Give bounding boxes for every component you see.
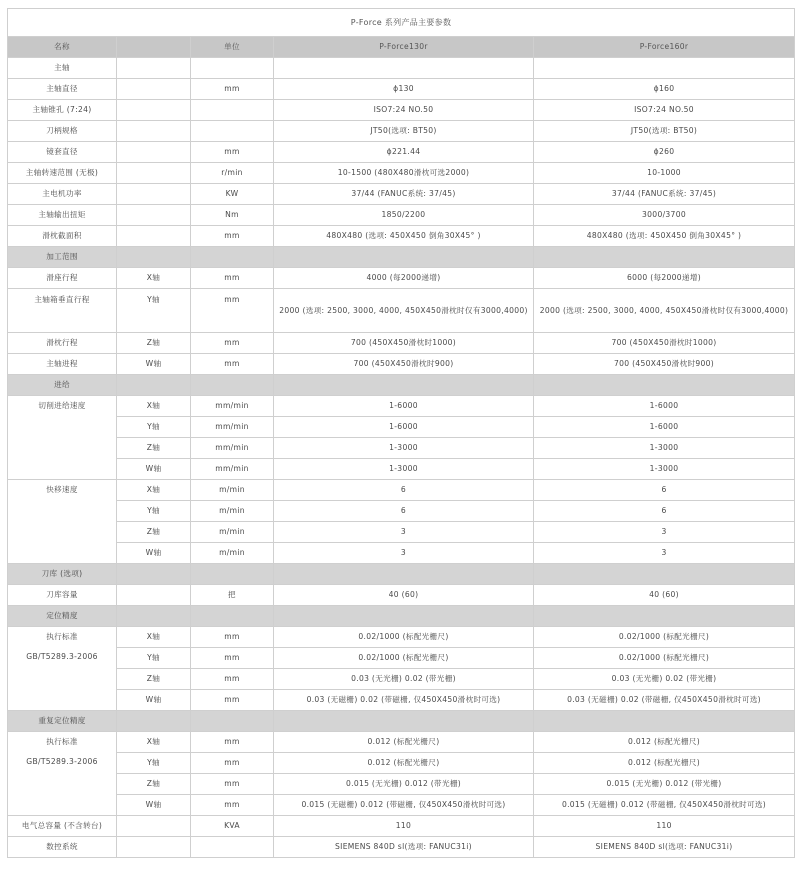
header-name: 名称: [8, 37, 117, 58]
row-value-2: 1-6000: [534, 396, 795, 417]
row-value-1: 480X480 (选项: 450X450 倒角30X45° ): [274, 226, 534, 247]
row-unit: m/min: [191, 480, 274, 501]
row-value-1: 6: [274, 501, 534, 522]
row-value-1: 0.015 (无光栅) 0.012 (带光栅): [274, 774, 534, 795]
header-model-2: P-Force160r: [534, 37, 795, 58]
row-axis: Y轴: [117, 648, 191, 669]
row-value-1: 1-6000: [274, 417, 534, 438]
table-row: [8, 480, 795, 501]
row-unit: 把: [191, 585, 274, 606]
row-axis: X轴: [117, 268, 191, 289]
row-unit: KVA: [191, 816, 274, 837]
row-axis: W轴: [117, 795, 191, 816]
row-name: 刀库容量: [8, 585, 117, 606]
row-value-2: 10-1000: [534, 163, 795, 184]
row-axis: Y轴: [117, 289, 191, 333]
row-unit: mm: [191, 690, 274, 711]
row-value-2: 37/44 (FANUC系统: 37/45): [534, 184, 795, 205]
table-row: [8, 837, 795, 858]
table-row: [8, 100, 795, 121]
row-value-1: ϕ130: [274, 79, 534, 100]
row-axis: W轴: [117, 690, 191, 711]
row-value-2: 0.015 (无光栅) 0.012 (带光栅): [534, 774, 795, 795]
table-row: [8, 732, 795, 753]
row-unit: r/min: [191, 163, 274, 184]
row-value-2: 1-3000: [534, 438, 795, 459]
table-row: [8, 690, 795, 711]
table-row: [8, 774, 795, 795]
row-value-1: 6: [274, 480, 534, 501]
row-axis: Y轴: [117, 417, 191, 438]
row-value-1: 1-3000: [274, 438, 534, 459]
table-row: [8, 543, 795, 564]
row-value-2: 40 (60): [534, 585, 795, 606]
row-value-1: 1850/2200: [274, 205, 534, 226]
row-axis: Z轴: [117, 333, 191, 354]
table-row: [8, 333, 795, 354]
table-row: [8, 585, 795, 606]
table-row: [8, 669, 795, 690]
header-unit: 单位: [191, 37, 274, 58]
row-value-2: 6: [534, 480, 795, 501]
row-value-2: ISO7:24 NO.50: [534, 100, 795, 121]
row-unit: mm/min: [191, 438, 274, 459]
table-title: P-Force 系列产品主要参数: [8, 9, 795, 37]
row-axis: Z轴: [117, 522, 191, 543]
row-value-2: 0.012 (标配光栅尺): [534, 753, 795, 774]
table-row: [8, 79, 795, 100]
row-value-1: 0.012 (标配光栅尺): [274, 753, 534, 774]
row-name: 主电机功率: [8, 184, 117, 205]
row-axis: Z轴: [117, 669, 191, 690]
table-row: [8, 459, 795, 480]
section-travel: 加工范围: [8, 247, 117, 268]
row-value-2: 0.012 (标配光栅尺): [534, 732, 795, 753]
table-row: [8, 648, 795, 669]
row-value-1: 700 (450X450滑枕时900): [274, 354, 534, 375]
row-name: [8, 732, 117, 816]
table-row: [8, 753, 795, 774]
row-unit: m/min: [191, 543, 274, 564]
row-unit: mm: [191, 354, 274, 375]
row-name: 电气总容量 (不含转台): [8, 816, 117, 837]
table-row: [8, 226, 795, 247]
header-axis: [117, 37, 191, 58]
row-unit: mm: [191, 289, 274, 333]
table-row: [8, 501, 795, 522]
row-value-1: 37/44 (FANUC系统: 37/45): [274, 184, 534, 205]
row-name: 数控系统: [8, 837, 117, 858]
row-unit: mm: [191, 226, 274, 247]
title-row: [8, 9, 795, 37]
row-value-2: ϕ260: [534, 142, 795, 163]
row-unit: mm: [191, 142, 274, 163]
row-axis: X轴: [117, 732, 191, 753]
row-name: 刀柄规格: [8, 121, 117, 142]
row-value-1: 0.012 (标配光栅尺): [274, 732, 534, 753]
table-row: [8, 438, 795, 459]
section-row: [8, 247, 795, 268]
row-unit: mm: [191, 732, 274, 753]
section-spindle: 主轴: [8, 58, 117, 79]
row-value-1: JT50(选项: BT50): [274, 121, 534, 142]
row-value-1: 0.015 (无磁栅) 0.012 (带磁栅, 仅450X450滑枕时可选): [274, 795, 534, 816]
row-name: 快移速度: [8, 480, 117, 564]
row-unit: mm: [191, 669, 274, 690]
row-name: 主轴输出扭矩: [8, 205, 117, 226]
section-magazine: 刀库 (选项): [8, 564, 117, 585]
row-axis: W轴: [117, 354, 191, 375]
row-value-2: 1-3000: [534, 459, 795, 480]
row-value-2: 700 (450X450滑枕时900): [534, 354, 795, 375]
row-unit: mm/min: [191, 459, 274, 480]
row-name: 镜套直径: [8, 142, 117, 163]
row-unit: mm: [191, 627, 274, 648]
row-name: 滑枕行程: [8, 333, 117, 354]
table-row: [8, 795, 795, 816]
row-unit: mm: [191, 753, 274, 774]
row-axis: X轴: [117, 480, 191, 501]
row-value-1: 0.03 (无磁栅) 0.02 (带磁栅, 仅450X450滑枕时可选): [274, 690, 534, 711]
row-value-2: 6000 (每2000递增): [534, 268, 795, 289]
row-name: 主轴锥孔 (7:24): [8, 100, 117, 121]
row-unit: mm: [191, 333, 274, 354]
row-axis: W轴: [117, 543, 191, 564]
row-value-1: 10-1500 (480X480滑枕可选2000): [274, 163, 534, 184]
row-unit: m/min: [191, 501, 274, 522]
row-unit: [191, 121, 274, 142]
row-value-1: 1-6000: [274, 396, 534, 417]
section-row: [8, 375, 795, 396]
row-value-2: 0.03 (无磁栅) 0.02 (带磁栅, 仅450X450滑枕时可选): [534, 690, 795, 711]
spec-table: [7, 8, 795, 858]
row-axis: Z轴: [117, 774, 191, 795]
row-name: 主轴转速范围 (无极): [8, 163, 117, 184]
row-name: [8, 627, 117, 711]
standard-code: GB/T5289.3-2006: [26, 652, 98, 661]
section-row: [8, 711, 795, 732]
row-axis: Y轴: [117, 501, 191, 522]
row-value-2: 0.03 (无光栅) 0.02 (带光栅): [534, 669, 795, 690]
row-value-1: ϕ221.44: [274, 142, 534, 163]
row-axis: X轴: [117, 627, 191, 648]
row-unit: mm: [191, 79, 274, 100]
table-row: [8, 142, 795, 163]
row-name: 主轴进程: [8, 354, 117, 375]
row-unit: mm: [191, 795, 274, 816]
section-feed: 进给: [8, 375, 117, 396]
row-value-1: 1-3000: [274, 459, 534, 480]
table-row: [8, 354, 795, 375]
row-name: 滑座行程: [8, 268, 117, 289]
row-value-2: 2000 (选项: 2500, 3000, 4000, 450X450滑枕时仅有3000,4000): [534, 289, 795, 333]
row-value-2: 3000/3700: [534, 205, 795, 226]
row-value-2: SIEMENS 840D sl(选项: FANUC31i): [534, 837, 795, 858]
row-name: 主轴直径: [8, 79, 117, 100]
header-model-1: P-Force130r: [274, 37, 534, 58]
section-row: [8, 564, 795, 585]
table-row: [8, 816, 795, 837]
row-value-2: 0.015 (无磁栅) 0.012 (带磁栅, 仅450X450滑枕时可选): [534, 795, 795, 816]
row-axis: Y轴: [117, 753, 191, 774]
table-row: [8, 268, 795, 289]
table-row: [8, 184, 795, 205]
row-unit: m/min: [191, 522, 274, 543]
standard-code: GB/T5289.3-2006: [26, 757, 98, 766]
row-value-1: 3: [274, 543, 534, 564]
row-value-1: 0.02/1000 (标配光栅尺): [274, 648, 534, 669]
row-value-1: SIEMENS 840D sl(选项: FANUC31i): [274, 837, 534, 858]
row-value-1: 700 (450X450滑枕时1000): [274, 333, 534, 354]
row-value-2: 1-6000: [534, 417, 795, 438]
row-value-2: 110: [534, 816, 795, 837]
row-value-2: 480X480 (选项: 450X450 倒角30X45° ): [534, 226, 795, 247]
row-value-1: 2000 (选项: 2500, 3000, 4000, 450X450滑枕时仅有3000,4000): [274, 289, 534, 333]
table-row: [8, 627, 795, 648]
spec-table-container: [7, 8, 794, 858]
row-unit: Nm: [191, 205, 274, 226]
row-unit: mm: [191, 268, 274, 289]
row-unit: KW: [191, 184, 274, 205]
table-row: [8, 417, 795, 438]
standard-label: 执行标准: [46, 737, 78, 746]
row-unit: mm/min: [191, 396, 274, 417]
row-value-2: 3: [534, 543, 795, 564]
table-row: [8, 289, 795, 333]
section-positioning: 定位精度: [8, 606, 117, 627]
row-value-2: 0.02/1000 (标配光栅尺): [534, 648, 795, 669]
table-row: [8, 396, 795, 417]
row-value-1: 0.03 (无光栅) 0.02 (带光栅): [274, 669, 534, 690]
row-name: 切削进给速度: [8, 396, 117, 480]
row-axis: Z轴: [117, 438, 191, 459]
row-value-2: JT50(选项: BT50): [534, 121, 795, 142]
table-row: [8, 163, 795, 184]
row-value-1: 40 (60): [274, 585, 534, 606]
row-name: 主轴箱垂直行程: [8, 289, 117, 333]
standard-label: 执行标准: [46, 632, 78, 641]
row-axis: X轴: [117, 396, 191, 417]
section-repeat: 重复定位精度: [8, 711, 117, 732]
row-unit: mm/min: [191, 417, 274, 438]
row-value-1: 4000 (每2000递增): [274, 268, 534, 289]
table-row: [8, 121, 795, 142]
row-value-1: 0.02/1000 (标配光栅尺): [274, 627, 534, 648]
section-row: [8, 606, 795, 627]
row-value-2: 700 (450X450滑枕时1000): [534, 333, 795, 354]
row-unit: mm: [191, 648, 274, 669]
table-row: [8, 522, 795, 543]
row-unit: [191, 100, 274, 121]
row-unit: mm: [191, 774, 274, 795]
row-value-1: ISO7:24 NO.50: [274, 100, 534, 121]
row-value-2: 0.02/1000 (标配光栅尺): [534, 627, 795, 648]
row-unit: [191, 837, 274, 858]
table-row: [8, 205, 795, 226]
row-value-1: 110: [274, 816, 534, 837]
row-value-1: 3: [274, 522, 534, 543]
row-value-2: 3: [534, 522, 795, 543]
row-axis: W轴: [117, 459, 191, 480]
section-row: [8, 58, 795, 79]
row-value-2: 6: [534, 501, 795, 522]
row-value-2: ϕ160: [534, 79, 795, 100]
row-name: 滑枕截面积: [8, 226, 117, 247]
header-row: [8, 37, 795, 58]
